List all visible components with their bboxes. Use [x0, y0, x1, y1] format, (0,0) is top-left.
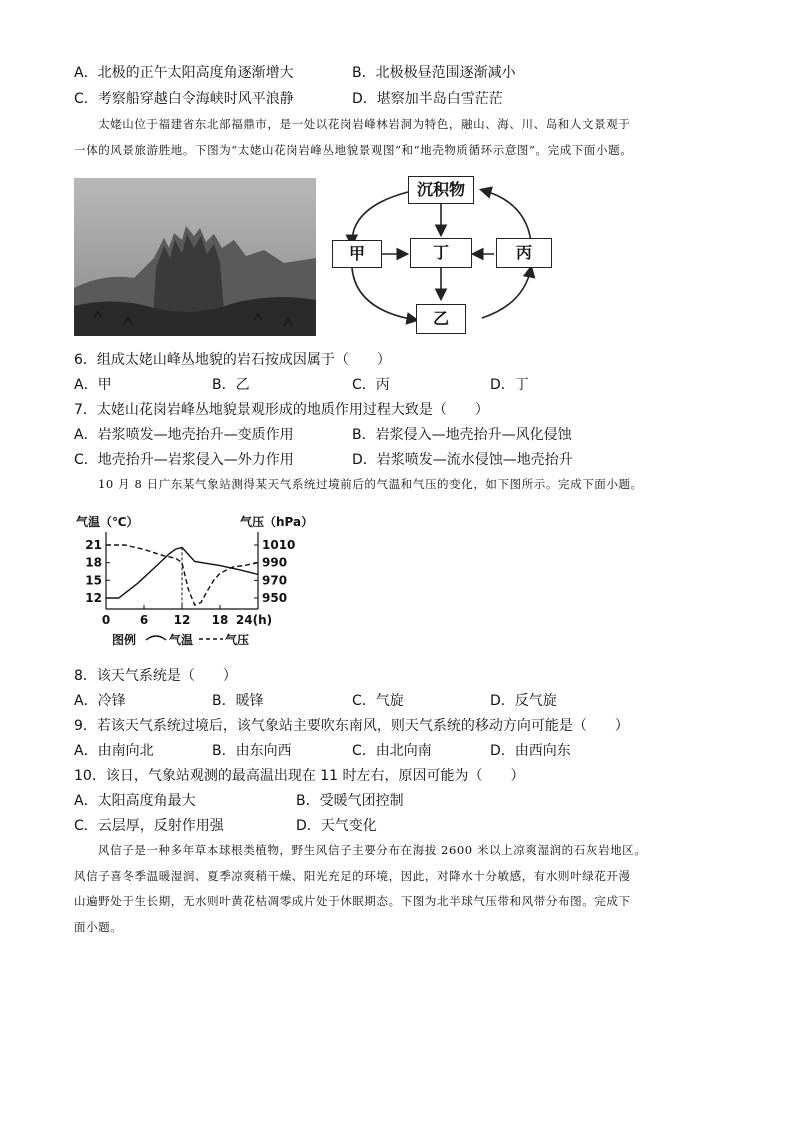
right-axis-tick-label: 970 [262, 573, 288, 588]
q10-option-a: A．太阳高度角最大 [74, 793, 196, 809]
chart-legend-label: 图例 [112, 633, 137, 647]
rock-cycle-diagram [326, 172, 566, 338]
q8-option-c: C．气旋 [352, 693, 404, 709]
q5-option-b: B．北极极昼范围逐渐减小 [352, 65, 516, 81]
q8-stem: 8．该天气系统是（ ） [74, 668, 237, 684]
passage1-line1: 太姥山位于福建省东北部福鼎市，是一处以花岗岩峰林岩洞为特色，融山、海、川、岛和人文景观于 [98, 117, 631, 131]
cycle-box-sediment: 沉积物 [408, 176, 474, 204]
cycle-box-yi: 乙 [416, 304, 466, 334]
q6-stem: 6．组成太姥山峰丛地貌的岩石按成因属于（ ） [74, 352, 391, 368]
q10-stem: 10．该日，气象站观测的最高温出现在 11 时左右，原因可能为（ ） [74, 768, 525, 784]
cycle-box-ding: 丁 [410, 238, 472, 268]
q9-option-d: D．由西向东 [490, 743, 571, 759]
left-axis-tick-label: 15 [85, 573, 102, 588]
x-axis-tick-label: 6 [139, 613, 149, 627]
x-axis-tick-label: 18 [211, 613, 229, 627]
x-axis-tick-label: 24(h) [235, 613, 273, 627]
right-axis-tick-label: 1010 [262, 538, 296, 552]
legend-pressure-label: 气压 [225, 633, 250, 647]
q10-option-b: B．受暖气团控制 [296, 793, 404, 809]
legend-temperature-swatch [146, 636, 166, 640]
q7-option-d: D．岩浆喷发—流水侵蚀—地壳抬升 [352, 452, 573, 468]
passage-hyacinth [74, 838, 724, 940]
left-axis-tick-label: 21 [85, 538, 102, 552]
passage1-line2: 一体的风景旅游胜地。下图为“太姥山花岗岩峰丛地貌景观图”和“地壳物质循环示意图”。完成下面小题。 [74, 142, 633, 157]
legend-temperature-label: 气温 [169, 633, 194, 647]
chart-right-axis-title: 气压（hPa） [240, 515, 314, 529]
x-axis-tick-label: 0 [101, 613, 111, 627]
q9-option-b: B．由东向西 [212, 743, 292, 759]
left-axis-tick-label: 12 [85, 591, 102, 605]
q6-option-a: A．甲 [74, 377, 112, 393]
q5-option-a: A．北极的正午太阳高度角逐渐增大 [74, 65, 294, 81]
q9-option-c: C．由北向南 [352, 743, 432, 759]
chart-left-axis-title: 气温（℃） [76, 515, 139, 529]
q10-option-c: C．云层厚，反射作用强 [74, 818, 224, 834]
q8-option-b: B．暖锋 [212, 693, 264, 709]
q6-option-b: B．乙 [212, 377, 250, 393]
temperature-pressure-chart [74, 510, 314, 658]
q8-option-d: D．反气旋 [490, 693, 557, 709]
passage-weather-station [98, 472, 748, 498]
q6-option-c: C．丙 [352, 377, 390, 393]
q7-option-c: C．地壳抬升—岩浆侵入—外力作用 [74, 452, 294, 468]
granite-peak-landscape-photo [74, 178, 316, 336]
q7-stem: 7．太姥山花岗岩峰丛地貌景观形成的地质作用过程大致是（ ） [74, 402, 489, 418]
q5-option-d: D．堪察加半岛白雪茫茫 [352, 91, 503, 107]
passage3-line2: 风信子喜冬季温暖湿润、夏季凉爽稍干燥、阳光充足的环境，因此，对降水十分敏感，有水则叶绿花开漫 [74, 868, 631, 883]
q6-option-d: D．丁 [490, 377, 529, 393]
passage-taimu-mountain [74, 112, 724, 163]
x-axis-tick-label: 12 [173, 613, 191, 627]
q9-stem: 9．若该天气系统过境后，该气象站主要吹东南风，则天气系统的移动方向可能是（ ） [74, 718, 629, 734]
q8-option-a: A．冷锋 [74, 693, 126, 709]
q7-option-b: B．岩浆侵入—地壳抬升—风化侵蚀 [352, 427, 572, 443]
cycle-box-bing: 丙 [496, 238, 552, 268]
q10-option-d: D．天气变化 [296, 818, 377, 834]
right-axis-tick-label: 990 [262, 555, 288, 570]
cycle-box-jia: 甲 [332, 240, 382, 268]
q5-option-c: C．考察船穿越白令海峡时风平浪静 [74, 91, 294, 107]
passage2-line: 10 月 8 日广东某气象站测得某天气系统过境前后的气温和气压的变化，如下图所示。完成下面小题。 [98, 477, 643, 491]
right-axis-tick-label: 950 [262, 591, 288, 605]
left-axis-tick-label: 18 [85, 555, 102, 570]
q9-option-a: A．由南向北 [74, 743, 154, 759]
passage3-line1: 风信子是一种多年草本球根类植物，野生风信子主要分布在海拔 2600 米以上凉爽湿润的石灰岩地区。 [98, 843, 647, 857]
passage3-line3: 山遍野处于生长期，无水则叶黄花枯凋零成片处于休眠期态。下图为北半球气压带和风带分布图。完成下 [74, 894, 631, 908]
passage3-line4: 面小题。 [74, 919, 123, 934]
q7-option-a: A．岩浆喷发—地壳抬升—变质作用 [74, 427, 294, 443]
